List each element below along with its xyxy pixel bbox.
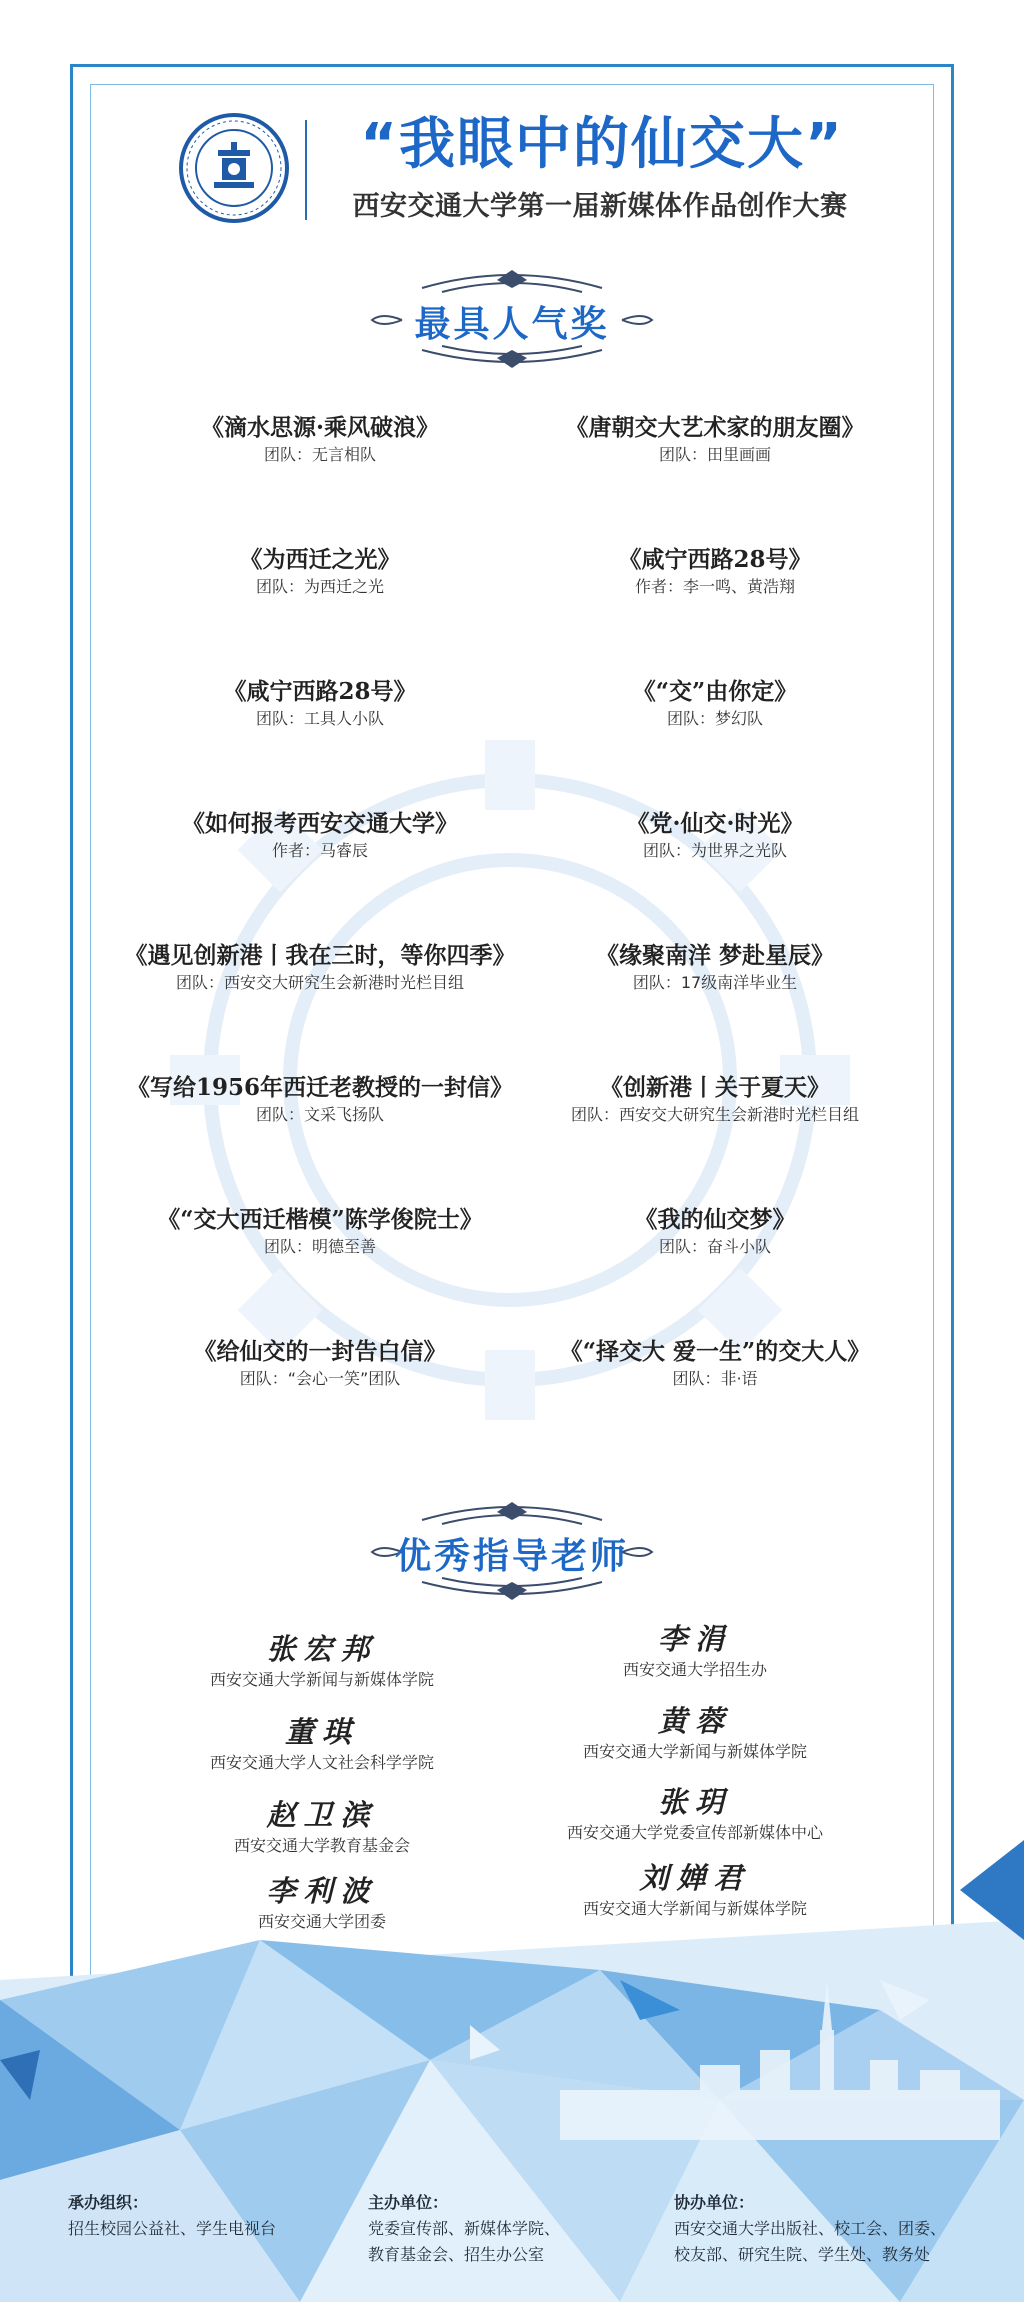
work-team: 作者：马睿辰 xyxy=(271,841,368,860)
work-team: 团队：为世界之光队 xyxy=(642,841,787,860)
organizer-text: 招生校园公益社、学生电视台 xyxy=(68,2219,277,2238)
work-title: 《咸宁西路28号》 xyxy=(223,678,417,705)
teacher-org: 西安交通大学党委宣传部新媒体中心 xyxy=(566,1823,823,1842)
organizer-label: 承办组织： xyxy=(68,2193,149,2212)
work-item xyxy=(505,677,925,731)
work-item xyxy=(110,545,530,599)
work-title: 《“择交大 爱一生”的交大人》 xyxy=(559,1338,871,1365)
footer-host xyxy=(368,2190,560,2268)
teacher-name: 李涓 xyxy=(657,1622,732,1656)
work-title: 《“交大西迁楷模”陈学俊院士》 xyxy=(157,1206,483,1233)
work-team: 团队：奋斗小队 xyxy=(658,1237,771,1256)
footer-co xyxy=(674,2190,946,2268)
teacher-org: 西安交通大学新闻与新媒体学院 xyxy=(209,1670,434,1689)
work-team: 团队：17级南洋毕业生 xyxy=(632,973,798,992)
teacher-org: 西安交通大学教育基金会 xyxy=(233,1836,410,1855)
work-title: 《唐朝交大艺术家的朋友圈》 xyxy=(565,414,865,441)
co-line-2: 校友部、研究生院、学生处、教务处 xyxy=(674,2245,931,2264)
work-team: 团队：无言相队 xyxy=(263,445,376,464)
work-item xyxy=(505,1205,925,1259)
work-title: 《遇见创新港丨我在三时，等你四季》 xyxy=(124,942,516,969)
work-title: 《为西迁之光》 xyxy=(239,546,401,573)
teacher-name: 张宏邦 xyxy=(266,1632,378,1666)
teacher-name: 张玥 xyxy=(657,1785,732,1819)
teacher-name: 刘婵君 xyxy=(639,1861,751,1895)
work-item xyxy=(110,941,530,995)
work-title: 《咸宁西路28号》 xyxy=(618,546,812,573)
teacher-name: 李利波 xyxy=(266,1874,378,1908)
work-item xyxy=(505,1337,925,1391)
work-team: 团队：工具人小队 xyxy=(255,709,384,728)
teacher-org: 西安交通大学人文社会科学学院 xyxy=(209,1753,434,1772)
work-title: 《创新港丨关于夏天》 xyxy=(600,1074,830,1101)
work-title: 《如何报考西安交通大学》 xyxy=(182,810,458,837)
host-line-2: 教育基金会、招生办公室 xyxy=(368,2245,545,2264)
work-team: 团队：明德至善 xyxy=(263,1237,376,1256)
work-item xyxy=(505,413,925,467)
work-item xyxy=(110,677,530,731)
page-title: “我眼中的仙交大” xyxy=(360,112,844,177)
teacher-org: 西安交通大学新闻与新媒体学院 xyxy=(582,1899,807,1918)
teacher-item xyxy=(495,1702,895,1764)
work-team: 团队：非·语 xyxy=(672,1369,758,1388)
work-title: 《给仙交的一封告白信》 xyxy=(193,1338,447,1365)
teachers-title: 优秀指导老师 xyxy=(394,1536,629,1577)
work-item xyxy=(505,809,925,863)
work-item xyxy=(110,809,530,863)
teacher-item xyxy=(122,1713,522,1775)
work-item xyxy=(110,1337,530,1391)
work-team: 作者：李一鸣、黄浩翔 xyxy=(634,577,795,596)
work-item xyxy=(505,1073,925,1127)
work-team: 团队：田里画画 xyxy=(658,445,771,464)
work-item xyxy=(110,1205,530,1259)
work-title: 《滴水思源·乘风破浪》 xyxy=(200,414,439,441)
work-title: 《我的仙交梦》 xyxy=(634,1206,796,1233)
popular-award-title: 最具人气奖 xyxy=(414,304,610,345)
teacher-org: 西安交通大学新闻与新媒体学院 xyxy=(582,1742,807,1761)
teacher-org: 西安交通大学招生办 xyxy=(622,1660,767,1679)
teacher-item xyxy=(122,1630,522,1692)
co-line-1: 西安交通大学出版社、校工会、团委、 xyxy=(674,2219,947,2238)
work-team: 团队：西安交大研究生会新港时光栏目组 xyxy=(175,973,464,992)
page-subtitle: 西安交通大学第一届新媒体作品创作大赛 xyxy=(352,191,848,222)
work-team: 团队：文采飞扬队 xyxy=(255,1105,384,1124)
teacher-item xyxy=(495,1620,895,1682)
host-line-1: 党委宣传部、新媒体学院、 xyxy=(368,2219,561,2238)
work-team: 团队：为西迁之光 xyxy=(255,577,384,596)
teacher-name: 董琪 xyxy=(284,1715,359,1749)
popular-award-heading xyxy=(362,266,662,370)
work-title: 《写给1956年西迁老教授的一封信》 xyxy=(126,1074,513,1101)
teacher-name: 赵卫滨 xyxy=(266,1798,378,1832)
university-seal-logo xyxy=(178,112,290,224)
co-label: 协办单位： xyxy=(674,2193,755,2212)
work-title: 《缘聚南洋 梦赴星辰》 xyxy=(595,942,834,969)
teacher-name: 黄蓉 xyxy=(657,1704,732,1738)
work-title: 《党·仙交·时光》 xyxy=(626,810,804,837)
header-divider xyxy=(305,120,307,220)
work-item xyxy=(505,941,925,995)
host-label: 主办单位： xyxy=(368,2193,449,2212)
teacher-org: 西安交通大学团委 xyxy=(257,1912,386,1931)
work-team: 团队：梦幻队 xyxy=(666,709,763,728)
work-item xyxy=(110,1073,530,1127)
footer-organizer xyxy=(68,2190,276,2242)
work-team: 团队：西安交大研究生会新港时光栏目组 xyxy=(570,1105,859,1124)
work-item xyxy=(110,413,530,467)
work-team: 团队：“会心一笑”团队 xyxy=(239,1369,401,1388)
teachers-heading xyxy=(362,1498,662,1602)
work-item xyxy=(505,545,925,599)
work-title: 《“交”由你定》 xyxy=(632,678,798,705)
